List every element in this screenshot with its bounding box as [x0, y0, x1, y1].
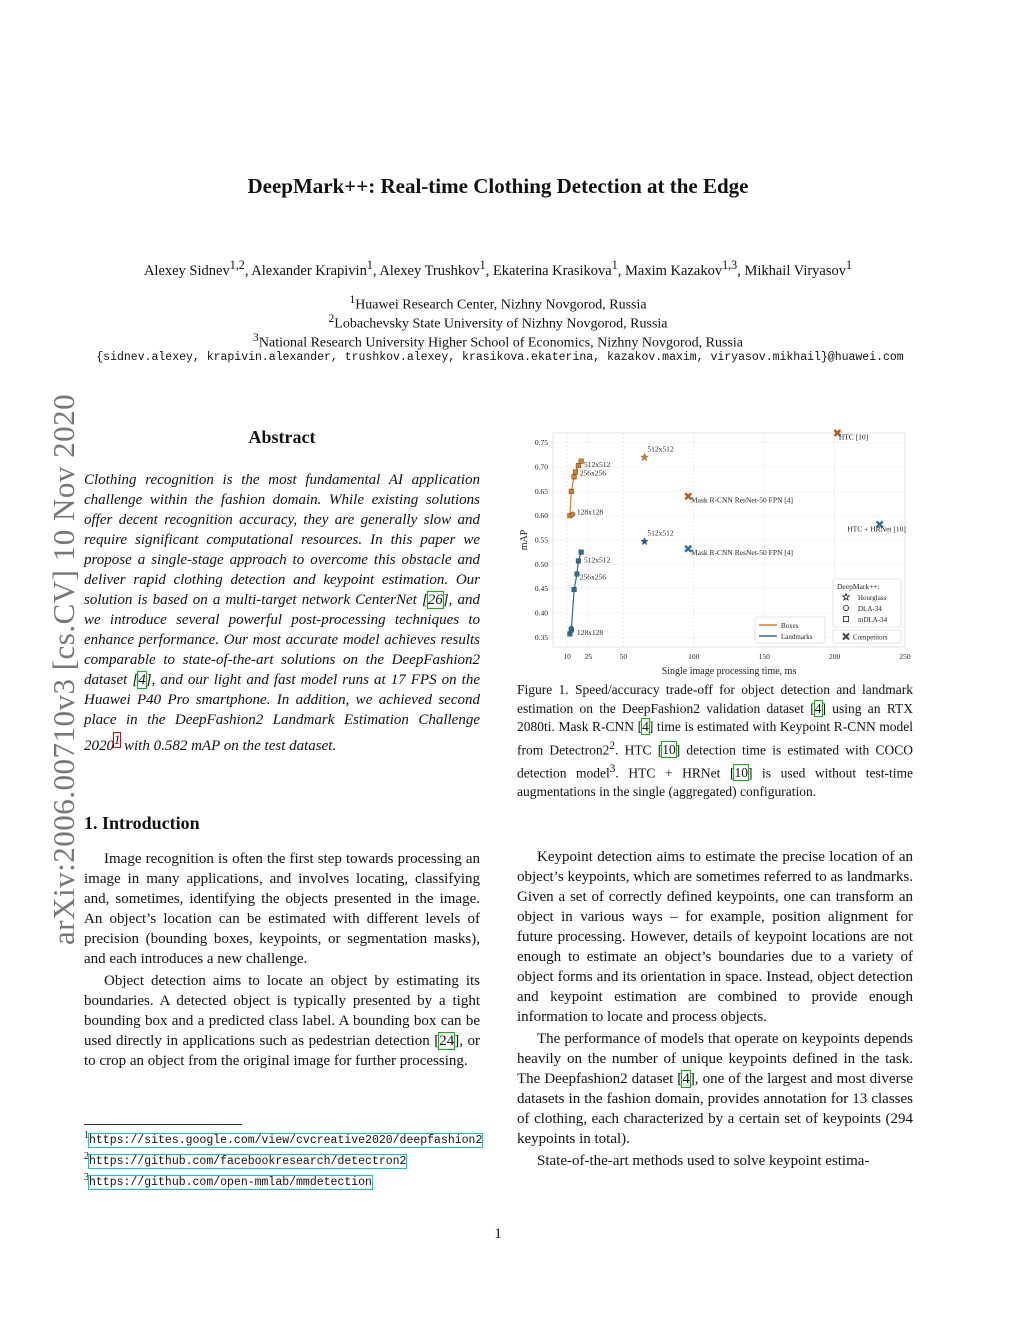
legend-landmarks-label: Landmarks: [781, 633, 813, 641]
footnote-1-link[interactable]: https://sites.google.com/view/cvcreative2020/deepfashion2: [89, 1134, 483, 1147]
introduction-heading: 1. Introduction: [84, 813, 200, 833]
y-tick-label: 0.45: [534, 584, 548, 594]
footnote-3: $^3$https://github.com/open-mmlab/mmdetection: [84, 1172, 372, 1189]
paper-title: DeepMark++: Real-time Clothing Detection at the Edge: [247, 174, 749, 198]
intro-paragraph-1: Image recognition is often the first step towards processing an image in many applications, and involves locating, classifying and, sometimes, identifying the objects presented in the image. An object’s location can be estimated with different levels of precision (bounding boxes, keypoints, or segmentation masks), and each introduces a new challenge.: [84, 851, 480, 967]
legend-hourglass-label: Hourglass: [858, 594, 887, 602]
right-column-body: [517, 847, 913, 1173]
y-tick-label: 0.40: [534, 608, 548, 618]
figure-1-caption: Figure 1. Speed/accuracy trade-off for object detection and landmark estimation on the DeepFashion2 validation dataset [4] using an RTX 2080ti. Mask R-CNN [4] time is estimated with Keypoint R-CNN model from $Detectron2^2$. HTC [10] detection time is estimated with COCO detection model$^3$. HTC + HRNet [10] is used without test-time augmentations in the single (aggregated) configuration.: [517, 682, 914, 799]
speed-accuracy-chart: [515, 425, 915, 677]
data-annotation: 128x128: [576, 627, 604, 637]
boxes-point: [576, 463, 581, 468]
intro-paragraph-2: Object detection aims to locate an object by estimating its boundaries. A detected object is typically presented by a tight bounding box and a predicted class label. A bounding box can be used directly in applications such as pedestrian detection [24], or to crop an object from the original image for further processing.: [84, 973, 480, 1069]
y-tick-label: 0.35: [534, 632, 548, 642]
author-emails: {sidnev.alexey, krapivin.alexander, trushkov.alexey, krasikova.ekaterina, kazakov.maxim, viryasov.mikhail}@huawei.com: [96, 351, 904, 364]
y-tick-label: 0.60: [534, 511, 548, 521]
footnotes: [84, 1128, 484, 1191]
x-tick-label: 25: [584, 652, 592, 661]
author-list: Alexey Sidnev$^{1,2}$, Alexander Krapivin$^1$, Alexey Trushkov$^1$, Ekaterina Krasikova$^1$, Maxim Kazakov$^{1,3}$, Mikhail Viryasov$^1$: [143, 258, 853, 279]
x-tick-label: 50: [619, 652, 628, 661]
x-tick-label: 100: [688, 652, 700, 661]
boxes-point: [579, 459, 584, 464]
abstract-body: Clothing recognition is the most fundamental AI application challenge within the fashion domain. While existing solutions offer decent recognition accuracy, they are generally slow and require significant computational resources. In this paper we propose a single-stage approach to overcome this obstacle and deliver rapid clothing detection and keypoint estimation. Our solution is based on a multi-target network CenterNet [26], and we introduce several powerful post-processing techniques to enhance performance. Our most accurate model achieves results comparable to state-of-the-art solutions on the DeepFashion2 dataset [4], and our light and fast model runs at 17 FPS on the Huawei P40 Pro smartphone. In addition, we achieved second place in the DeepFashion2 Landmark Estimation Challenge 2020$^1$ with 0.582 mAP on the test dataset.: [84, 472, 481, 754]
affiliation-3: $^3$National Research University Higher School of Economics, Nizhny Novgorod, Russia: [253, 331, 743, 351]
legend-boxes-label: Boxes: [781, 622, 799, 630]
page-number: 1: [494, 1226, 502, 1242]
abstract-heading: Abstract: [248, 427, 316, 447]
right-paragraph-1: Keypoint detection aims to estimate the precise location of an object’s keypoints, which are sometimes referred to as landmarks. Given a set of correctly defined keypoints, one can transform an object in various ways – for example, position alignment for future processing. However, details of keypoint locations are not enough to estimate an object’s boundaries due to a variety of object forms and its orientation in space. Instead, object detection and keypoint estimation are combined to provide enough information to locate and process objects.: [517, 849, 913, 1025]
x-tick-label: 150: [758, 652, 770, 661]
data-annotation: 512x512: [583, 555, 611, 565]
x-tick-label: 10: [563, 652, 571, 661]
x-tick-label: 250: [899, 652, 911, 661]
boxes-point: [572, 474, 577, 479]
arxiv-sidebar: [24, 345, 81, 945]
dla34-landmarks-point: [569, 626, 574, 631]
footnote-1: $^1$https://sites.google.com/view/cvcreative2020/deepfashion2: [84, 1130, 483, 1147]
introduction-body: [84, 849, 480, 1073]
footnote-rule: [84, 1124, 242, 1125]
landmarks-point: [579, 550, 584, 555]
y-tick-label: 0.75: [534, 438, 548, 448]
y-tick-label: 0.50: [534, 559, 548, 569]
x-tick-label: 200: [828, 652, 841, 661]
boxes-point: [573, 470, 578, 475]
y-tick-label: 0.65: [534, 486, 548, 496]
right-paragraph-3: State-of-the-art methods used to solve keypoint estima-: [537, 1153, 870, 1169]
data-annotation: HTC + HRNet [10]: [847, 524, 906, 534]
data-annotation: 128x128: [576, 507, 604, 517]
legend-mdla34-label: mDLA-34: [858, 616, 888, 624]
landmarks-point: [576, 559, 581, 564]
legend-dla34-label: DLA-34: [858, 605, 882, 613]
right-paragraph-2: The performance of models that operate on keypoints depends heavily on the number of unique keypoints defined in the task. The Deepfashion2 dataset [4], one of the largest and most diverse datasets in the fashion domain, provides annotation for 13 classes of clothing, each characterized by a certain set of keypoints (294 keypoints in total).: [517, 1031, 913, 1147]
legend-title: DeepMark++:: [837, 582, 880, 591]
data-annotation: Mask R-CNN ResNet-50 FPN [4]: [690, 495, 794, 505]
data-annotation: 256x256: [579, 468, 607, 478]
data-annotation: 256x256: [579, 572, 607, 582]
affiliation-1: $^1$Huawei Research Center, Nizhny Novgorod, Russia: [349, 293, 647, 313]
y-tick-label: 0.55: [534, 535, 548, 545]
arxiv-identifier: arXiv:2006.00710v3 [cs.CV] 10 Nov 2020: [46, 393, 81, 945]
affiliation-2: $^2$Lobachevsky State University of Nizhny Novgorod, Russia: [328, 312, 668, 332]
legend-competitors-label: Competitors: [853, 633, 888, 642]
landmarks-point: [575, 572, 580, 577]
boxes-point: [569, 489, 574, 494]
x-axis-label: Single image processing time, ms: [661, 666, 797, 677]
footnote-2: $^2$https://github.com/facebookresearch/detectron2: [84, 1151, 407, 1168]
data-annotation: 512x512: [583, 460, 611, 470]
data-annotation: Mask R-CNN ResNet-50 FPN [4]: [690, 548, 794, 558]
data-annotation: HTC [10]: [838, 432, 869, 442]
footnote-2-link[interactable]: https://github.com/facebookresearch/detectron2: [89, 1155, 407, 1168]
data-annotation: 512x512: [647, 444, 674, 454]
dla34-boxes-point: [570, 512, 575, 517]
data-annotation: 512x512: [647, 528, 674, 538]
footnote-3-link[interactable]: https://github.com/open-mmlab/mmdetection: [89, 1176, 372, 1189]
landmarks-point: [572, 587, 577, 592]
y-axis-label: mAP: [519, 529, 530, 551]
y-tick-label: 0.70: [534, 462, 548, 472]
